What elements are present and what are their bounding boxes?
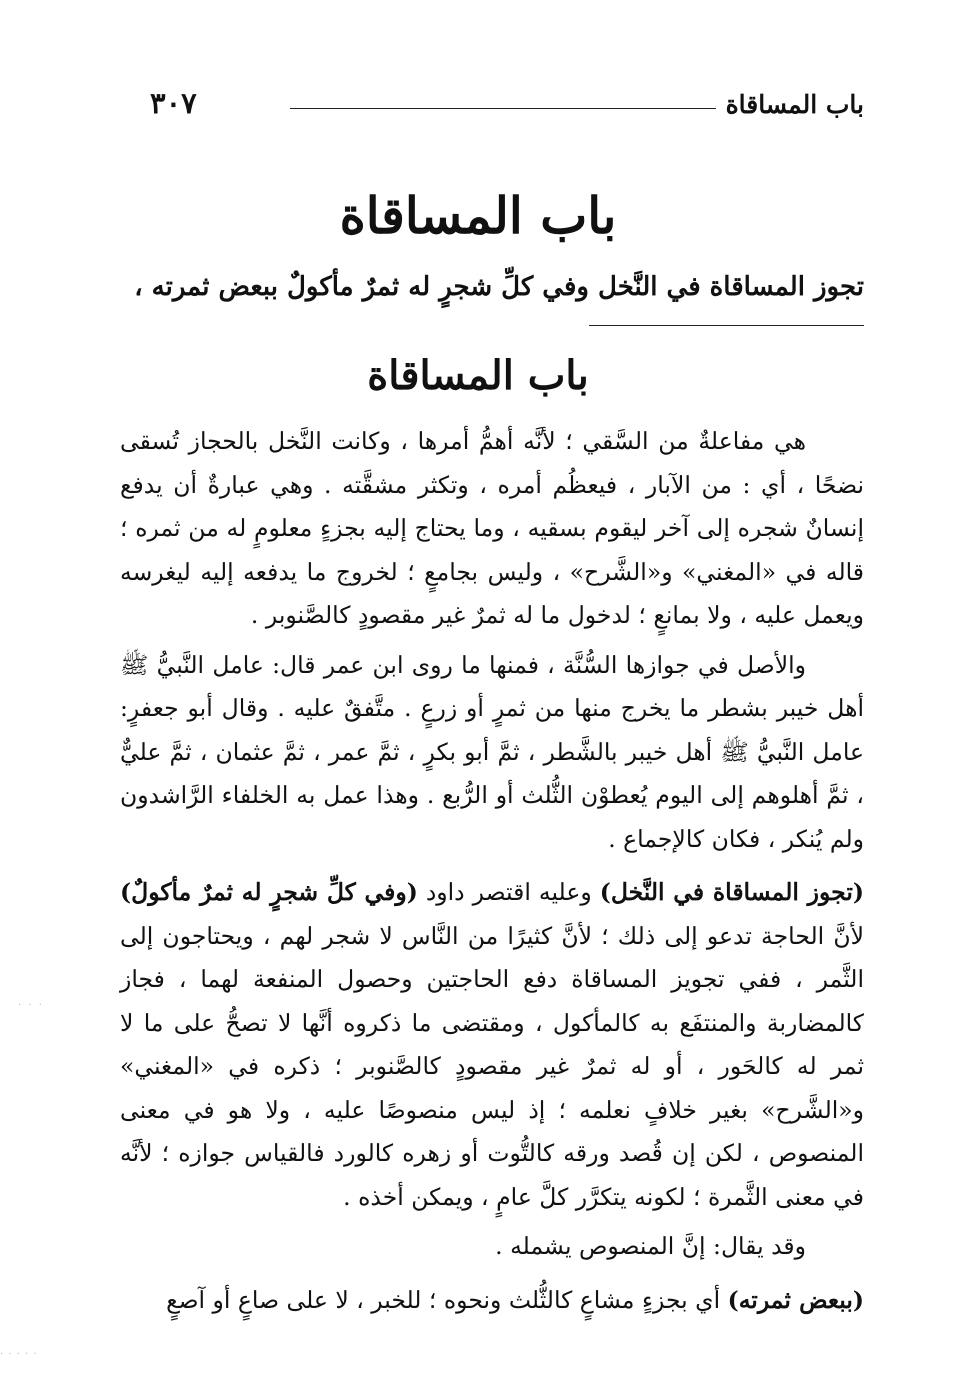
commentary-text: وعليه اقتصر داود bbox=[417, 878, 600, 906]
running-header bbox=[150, 86, 864, 126]
section-title: باب المساقاة bbox=[367, 352, 589, 399]
commentary-text: لأنَّ الحاجة تدعو إلى ذلك ؛ لأنَّ كثيرًا من النَّاس لا شجر لهم ، ويحتاجون إلى الثَّمر ، ففي تجويز المساقاة دفع الحاجتين وحصول المنفعة لهما ، فجاز كالمضاربة والمنتفَع به كالمأكول ، ومقتضى ما ذكروه أنَّها لا تصحُّ على ما لا ثمر له كالحَور ، أو له ثمرٌ غير مقصودٍ كالصَّنوبر ؛ ذكره في «المغني» و«الشَّرح» بغير خلافٍ نعلمه ؛ إذ ليس منصوصًا عليه ، ولا هو في معنى المنصوص ، لكن إن قُصد ورقه كالتُّوت أو زهره كالورد فالقياس جوازه ؛ لأنَّه في معنى الثَّمرة ؛ لكونه يتكرَّر كلَّ عامٍ ، ويمكن أخذه . bbox=[120, 921, 864, 1211]
paragraph-matn-explanation bbox=[120, 871, 864, 1219]
scan-artifact: · · · bbox=[18, 1000, 44, 1011]
running-title: باب المساقاة bbox=[725, 90, 864, 119]
commentary-text: أي بجزءٍ مشاعٍ كالثُّلث ونحوه ؛ للخبر ، لا على صاعٍ أو آصعٍ bbox=[166, 1285, 728, 1314]
paragraph-evidence: والأصل في جوازها السُّنَّة ، فمنها ما روى ابن عمر قال: عامل النَّبيُّ ﷺ أهل خيبر بشطر ما يخرج منها من ثمرٍ أو زرعٍ . متَّفقٌ عليه . وقال أبو جعفرٍ: عامل النَّبيُّ ﷺ أهل خيبر بالشَّطر ، ثمَّ أبو بكرٍ ، ثمَّ عمر ، ثمَّ عثمان ، ثمَّ عليٌّ ، ثمَّ أهلوهم إلى اليوم يُعطوْن الثُّلث أو الرُّبع . وهذا عمل به الخلفاء الرَّاشدون ولم يُنكر ، فكان كالإجماع . bbox=[120, 650, 864, 853]
chapter-title: باب المساقاة bbox=[339, 186, 617, 245]
paragraph-definition: هي مفاعلةٌ من السَّقي ؛ لأنَّه أهمُّ أمرها ، وكانت النَّخل بالحجاز تُسقى نضحًا ، أي : من الآبار ، فيعظُم أمره ، وتكثر مشقَّته . وهي عبارةٌ أن يدفع إنسانٌ شجره إلى آخر ليقوم بسقيه ، وما يحتاج إليه بجزءٍ معلومٍ له من ثمره ؛ قاله في «المغني» و«الشَّرح» ، وليس بجامعٍ ؛ لخروج ما يدفعه إليه ليغرسه ويعمل عليه ، ولا بمانعٍ ؛ لدخول ما له ثمرٌ غير مقصودٍ كالصَّنوبر . bbox=[120, 427, 864, 629]
paragraph-portion bbox=[120, 1279, 864, 1323]
matn-quote: (ببعض ثمرته) bbox=[727, 1285, 864, 1314]
scan-artifact: · · · · · bbox=[0, 1349, 38, 1360]
matn-text: تجوز المساقاة في النَّخل وفي كلِّ شجرٍ له ثمرٌ مأكولٌ ببعض ثمرته ، bbox=[134, 272, 864, 302]
matn-quote: (تجوز المساقاة في النَّخل) bbox=[599, 878, 864, 906]
page-number: ٣٠٧ bbox=[150, 86, 197, 120]
matn-quote: (وفي كلِّ شجرٍ له ثمرٌ مأكولٌ) bbox=[120, 878, 418, 906]
header-rule bbox=[290, 108, 716, 109]
matn-separator-rule bbox=[589, 325, 864, 326]
commentary-body bbox=[120, 420, 864, 1322]
paragraph-note: وقد يقال: إنَّ المنصوص يشمله . bbox=[495, 1232, 806, 1260]
